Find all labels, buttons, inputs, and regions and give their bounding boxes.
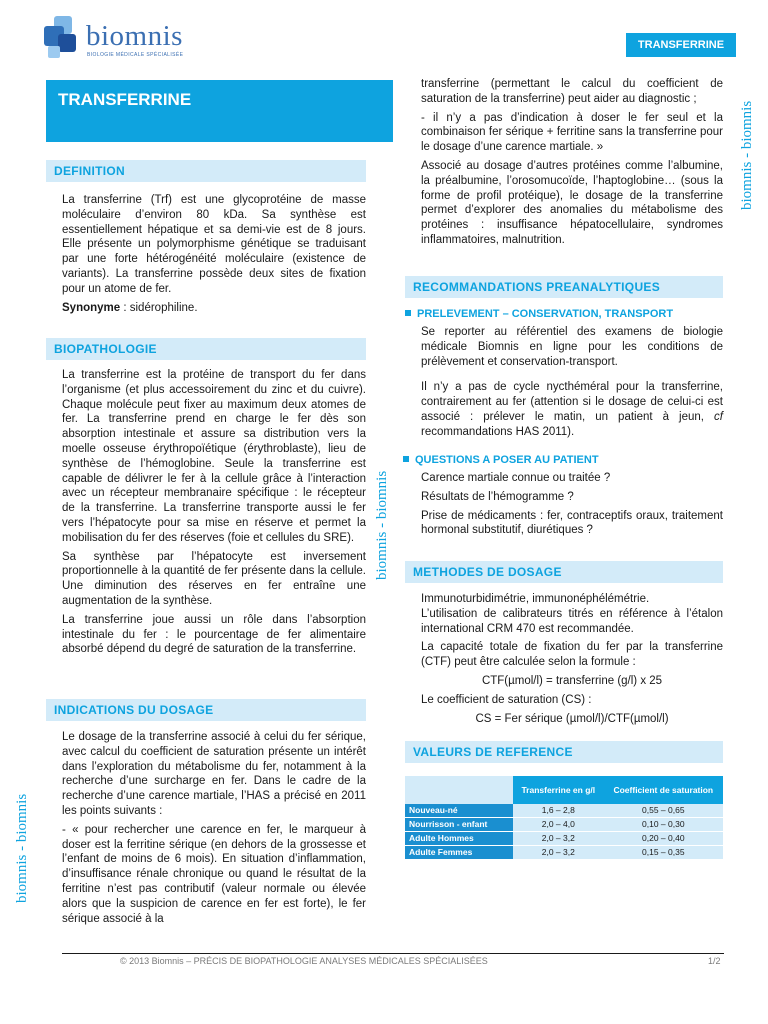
- watermark-left: biomnis - biomnis: [14, 793, 30, 903]
- biopathologie-body: [62, 368, 366, 661]
- synonym-label: Synonyme: [62, 301, 121, 314]
- row-transferrine: 2,0 – 3,2: [513, 846, 604, 860]
- indications-p1: Le dosage de la transferrine associé à celui du fer sérique, avec calcul du coefficient de saturation présente un intérêt dans l’exploration du métabolisme du fer, notamment à la recherche d’une surcharge en fer. Dans le cadre de la recherche d’une carence martiale, l’HAS a précisé en 2011 les points suivants :: [62, 731, 366, 817]
- definition-text: La transferrine (Trf) est une glycoprotéine de masse moléculaire d’environ 80 kDa. Sa synthèse est essentiellement hépatique et sa demi-vie est de 8 jours. Elle présente un polymorphisme génétique se traduisant par une forte hétérogénéité moléculaire (existence de variants). La transferrine possède deux sites de fixation pour un atome de fer.: [62, 194, 366, 295]
- indications-p5: Associé au dosage d’autres protéines comme l’albumine, la préalbumine, l’orosomucoïde, l’haptoglobine… (sous la forme de profil protéique), le dosage de la transferrine permet d’explorer des anomalies du métabolisme des protéines : insuffisance hépatocellulaire, syndromes inflammatoires, malnutrition.: [421, 159, 723, 246]
- watermark-right: biomnis - biomnis: [739, 100, 755, 210]
- synonym-line: [62, 301, 366, 316]
- footer-divider: [62, 953, 724, 954]
- indications-p4: - il n’y a pas d’indication à doser le fer seul et la combinaison fer sérique + ferritine sans la transferrine pour le dosage d’une carence martiale. »: [421, 111, 723, 154]
- row-coefficient: 0,10 – 0,30: [604, 818, 723, 832]
- methodes-p2: L’utilisation de calibrateurs titrés en référence à l’étalon international CRM 470 est recommandée.: [421, 607, 723, 635]
- methodes-body: [421, 592, 723, 730]
- methodes-p1: Immunoturbidimétrie, immunonéphélémétrie.: [421, 593, 650, 605]
- section-valeurs: VALEURS DE REFERENCE: [405, 741, 723, 763]
- section-indications: INDICATIONS DU DOSAGE: [46, 699, 366, 721]
- formula-cs: CS = Fer sérique (µmol/l)/CTF(µmol/l): [475, 712, 669, 725]
- biopathologie-p2: Sa synthèse par l’hépatocyte est inversement proportionnelle à la quantité de fer présente dans la cellule. Une diminution des réserves en fer entraîne une augmentation de la synthèse.: [62, 550, 366, 607]
- table-row: [405, 804, 723, 818]
- formula-ctf: CTF(µmol/l) = transferrine (g/l) x 25: [481, 674, 663, 687]
- watermark-middle: biomnis - biomnis: [374, 470, 390, 580]
- row-coefficient: 0,20 – 0,40: [604, 832, 723, 846]
- row-transferrine: 1,6 – 2,8: [513, 804, 604, 818]
- page-title: TRANSFERRINE: [58, 90, 192, 109]
- title-box: [46, 80, 393, 142]
- footer-copyright: © 2013 Biomnis – PRÉCIS DE BIOPATHOLOGIE ANALYSES MÉDICALES SPÉCIALISÉES: [120, 956, 488, 966]
- biopathologie-p3: La transferrine joue aussi un rôle dans l’absorption intestinale du fer : le pourcentage de fer alimentaire absorbé dépend du degré de saturation de la transferrine.: [62, 613, 366, 656]
- header-coefficient: Coefficient de saturation: [604, 776, 723, 804]
- row-transferrine: 2,0 – 4,0: [513, 818, 604, 832]
- indications-body: [62, 730, 366, 930]
- indications-continued: [421, 77, 723, 252]
- question-2: Résultats de l’hémogramme ?: [421, 490, 574, 503]
- methodes-p3: La capacité totale de fixation du fer par la transferrine (CTF) peut être calculée selon la formule :: [421, 641, 723, 669]
- row-label: Nourrisson - enfant: [405, 818, 513, 832]
- row-label: Adulte Femmes: [405, 846, 513, 860]
- row-coefficient: 0,15 – 0,35: [604, 846, 723, 860]
- header-tag: TRANSFERRINE: [626, 33, 736, 57]
- square-bullet-icon: [403, 456, 409, 462]
- biomnis-logo-icon: [44, 16, 80, 60]
- prelevement-p2-text: Il n’y a pas de cycle nycthéméral pour la transferrine, contrairement au fer (attention si le dosage de celui-ci est associé : prélever le matin, un patient à jeun,: [421, 381, 723, 423]
- subsection-questions: [403, 454, 599, 466]
- reference-table-header: [405, 776, 723, 804]
- reference-table: [405, 776, 723, 860]
- row-label: Nouveau-né: [405, 804, 513, 818]
- biopathologie-p1: La transferrine est la protéine de transport du fer dans l’organisme (et plus accessoirement du zinc et du cuivre). Chaque molécule peut fixer au maximum deux atomes de fer. La transferrine prend en charge le fer dès son absorption intestinale et assure sa distribution vers la moelle osseuse érythropoïétique (érythroblaste), lieu de synthèse de l’hémoglobine. Seule la transferrine est capable de délivrer le fer à la cellule grâce à l’interaction avec un récepteur membranaire spécifique : le récepteur de la transferrine. La transferrine transporte aussi le fer vers l’hépatocyte pour sa mise en réserve et permet la mobilisation du fer des réserves (foie et cellules du SRE).: [62, 369, 366, 544]
- question-3: Prise de médicaments : fer, contraceptifs oraux, traitement hormonal substitutif, diurétiques ?: [421, 509, 723, 537]
- indications-p3: transferrine (permettant le calcul du coefficient de saturation de la transferrine) peut aider au diagnostic ;: [421, 78, 723, 105]
- table-row: [405, 832, 723, 846]
- definition-body: [62, 193, 366, 319]
- brand-name: biomnis: [86, 20, 183, 52]
- synonym-value: : sidérophiline.: [120, 301, 198, 314]
- section-biopathologie: BIOPATHOLOGIE: [46, 338, 366, 360]
- section-preanalytiques: RECOMMANDATIONS PREANALYTIQUES: [405, 276, 723, 298]
- header-transferrine: Transferrine en g/l: [513, 776, 604, 804]
- row-transferrine: 2,0 – 3,2: [513, 832, 604, 846]
- page-number: 1/2: [708, 956, 721, 966]
- questions-body: [421, 471, 723, 542]
- prelevement-p2-cf: cf: [714, 410, 723, 423]
- prelevement-body: [421, 325, 723, 444]
- header-empty: [405, 776, 513, 804]
- table-row: [405, 846, 723, 860]
- indications-p2: - « pour rechercher une carence en fer, le marqueur à doser est la ferritine sérique (en dehors de la grossesse et l’enfant de moins de 6 mois). En situation d’inflammation, d’insuffisance rénale chronique ou quand le résultat de la ferritine n’est pas contributif (valeur normale ou élevée alors que la suspicion de carence en fer est forte), le fer sérique associé à la: [62, 823, 366, 925]
- row-coefficient: 0,55 – 0,65: [604, 804, 723, 818]
- subsection-questions-title: QUESTIONS A POSER AU PATIENT: [415, 454, 599, 466]
- table-row: [405, 818, 723, 832]
- square-bullet-icon: [405, 310, 411, 316]
- prelevement-p2-end: recommandations HAS 2011).: [421, 425, 575, 438]
- subsection-prelevement: [405, 308, 673, 320]
- prelevement-p1: Se reporter au référentiel des examens de biologie médicale Biomnis en ligne pour les conditions de prélèvement et conservation-transport.: [421, 326, 723, 368]
- methodes-p4: Le coefficient de saturation (CS) :: [421, 693, 592, 706]
- section-methodes: METHODES DE DOSAGE: [405, 561, 723, 583]
- brand-tagline: BIOLOGIE MÉDICALE SPÉCIALISÉE: [87, 52, 184, 58]
- question-1: Carence martiale connue ou traitée ?: [421, 472, 611, 484]
- section-definition: DEFINITION: [46, 160, 366, 182]
- prelevement-p2: [421, 380, 723, 439]
- row-label: Adulte Hommes: [405, 832, 513, 846]
- subsection-prelevement-title: PRELEVEMENT – CONSERVATION, TRANSPORT: [417, 308, 674, 320]
